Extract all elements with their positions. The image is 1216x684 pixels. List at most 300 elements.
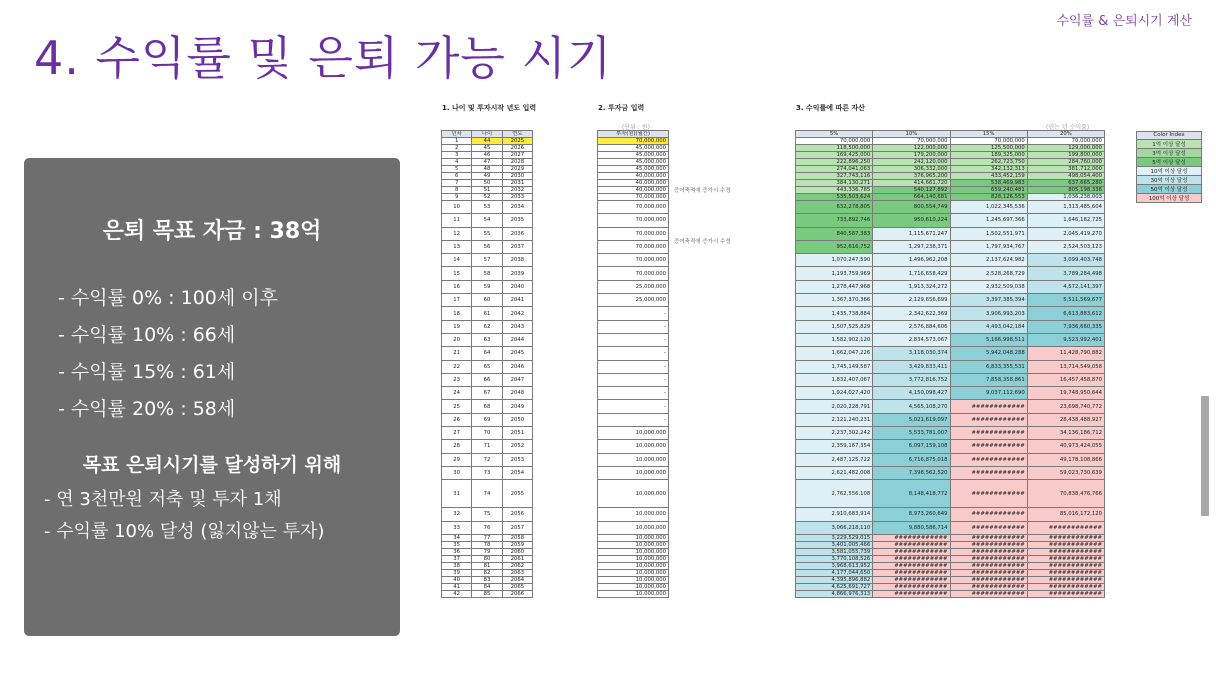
- table-cell: 45,000,000: [598, 145, 669, 152]
- table-cell: ############: [950, 480, 1027, 508]
- table-cell: 6,613,883,612: [1027, 307, 1104, 320]
- table-cell: 2054: [502, 466, 532, 479]
- table-cell: 61: [472, 307, 502, 320]
- table-row: [442, 227, 533, 240]
- table-cell: 2057: [502, 521, 532, 534]
- legend-title: Color Index: [1137, 132, 1202, 140]
- table-row: [598, 440, 669, 453]
- legend-row: [1137, 157, 1202, 166]
- table-cell: 70,000,000: [598, 214, 669, 227]
- table-cell: 1,193,759,969: [796, 267, 873, 280]
- table-cell: 46: [472, 152, 502, 159]
- table-row: [796, 562, 1105, 569]
- table-cell: -: [598, 320, 669, 333]
- table-cell: 4,565,108,270: [873, 400, 950, 413]
- table-cell: 2049: [502, 400, 532, 413]
- table-row: [796, 480, 1105, 508]
- table-cell: 7,858,358,861: [950, 373, 1027, 386]
- table-row: [442, 569, 533, 576]
- table-cell: 38: [442, 562, 472, 569]
- table-row: [598, 194, 669, 201]
- table-cell: 40,000,000: [598, 180, 669, 187]
- table-cell: 2,932,509,038: [950, 280, 1027, 293]
- table-cell: ############: [950, 440, 1027, 453]
- table-cell: 40,000,000: [598, 173, 669, 180]
- table-cell: 64: [472, 347, 502, 360]
- table-cell: 41: [442, 583, 472, 590]
- table-cell: 1,662,047,226: [796, 347, 873, 360]
- table-row: [442, 173, 533, 180]
- asset-growth-table: [795, 130, 1105, 598]
- table-cell: 2045: [502, 347, 532, 360]
- table-row: [442, 280, 533, 293]
- table-cell: 3,397,385,394: [950, 294, 1027, 307]
- table-cell: 13: [442, 240, 472, 253]
- rate-item: - 수익률 15% : 61세: [58, 361, 236, 383]
- table-cell: -: [598, 387, 669, 400]
- table-row: [796, 320, 1105, 333]
- table-row: [796, 400, 1105, 413]
- table-row: [598, 173, 669, 180]
- table-cell: 342,132,313: [950, 166, 1027, 173]
- table-cell: 70,000,000: [598, 254, 669, 267]
- table-row: [598, 555, 669, 562]
- table-cell: 189,325,000: [950, 152, 1027, 159]
- table-cell: 242,120,000: [873, 159, 950, 166]
- table-cell: 7,398,562,520: [873, 466, 950, 479]
- retirement-goal: 은퇴 목표 자금 : 38억: [102, 219, 322, 244]
- table-cell: ############: [873, 548, 950, 555]
- table-cell: 2033: [502, 194, 532, 201]
- table-cell: 6,716,875,018: [873, 453, 950, 466]
- table-cell: 16: [442, 280, 472, 293]
- table-row: [796, 214, 1105, 227]
- table-row: [598, 307, 669, 320]
- table-cell: 659,240,481: [950, 187, 1027, 194]
- table-cell: 443,336,785: [796, 187, 873, 194]
- table-row: [796, 590, 1105, 597]
- table-cell: 34,136,186,712: [1027, 427, 1104, 440]
- table-row: [598, 373, 669, 386]
- table-row: [598, 583, 669, 590]
- table-cell: ############: [873, 555, 950, 562]
- column-header: 20%: [1027, 131, 1104, 138]
- table-cell: 75: [472, 508, 502, 521]
- table-cell: 2027: [502, 152, 532, 159]
- table-cell: 10,000,000: [598, 534, 669, 541]
- legend-item: 100억 이상 달성: [1137, 193, 1202, 202]
- table-cell: 1,502,551,971: [950, 227, 1027, 240]
- table-row: [598, 180, 669, 187]
- table-cell: 33: [442, 521, 472, 534]
- table-cell: 29: [442, 453, 472, 466]
- table-row: [442, 590, 533, 597]
- column-header: 나이: [472, 131, 502, 138]
- table-cell: 23: [442, 373, 472, 386]
- table-cell: 535,503,624: [796, 194, 873, 201]
- legend-item: 50억 이상 달성: [1137, 184, 1202, 193]
- table-cell: 828,126,553: [950, 194, 1027, 201]
- table-row: [442, 427, 533, 440]
- legend-row: [1137, 148, 1202, 157]
- table-row: [598, 166, 669, 173]
- table-cell: 1: [442, 138, 472, 145]
- table-row: [442, 534, 533, 541]
- table-row: [598, 548, 669, 555]
- table-cell: ############: [1027, 541, 1104, 548]
- table-cell: 4: [442, 159, 472, 166]
- table-cell: 55: [472, 227, 502, 240]
- table-cell: 49,178,108,866: [1027, 453, 1104, 466]
- table-cell: 24: [442, 387, 472, 400]
- table-cell: 2: [442, 145, 472, 152]
- table-cell: 2031: [502, 180, 532, 187]
- table-row: [796, 294, 1105, 307]
- table-cell: 21: [442, 347, 472, 360]
- table-cell: ############: [950, 562, 1027, 569]
- table-row: [598, 138, 669, 145]
- table-cell: 70,000,000: [598, 201, 669, 214]
- table-cell: 840,587,383: [796, 227, 873, 240]
- table-cell: ############: [950, 541, 1027, 548]
- table-cell: 70,000,000: [598, 267, 669, 280]
- vertical-scrollbar[interactable]: [1201, 396, 1209, 516]
- table-cell: 3,789,284,498: [1027, 267, 1104, 280]
- table-cell: 4,625,691,727: [796, 583, 873, 590]
- table-row: [598, 201, 669, 214]
- table-row: [598, 508, 669, 521]
- column-header: 년차: [442, 131, 472, 138]
- table-cell: 17: [442, 294, 472, 307]
- table-cell: 10,000,000: [598, 453, 669, 466]
- table-row: [442, 187, 533, 194]
- table-cell: 35: [442, 541, 472, 548]
- table-cell: 85: [472, 590, 502, 597]
- table-cell: 950,610,224: [873, 214, 950, 227]
- table-cell: 2060: [502, 548, 532, 555]
- table-row: [442, 180, 533, 187]
- table-row: [796, 166, 1105, 173]
- table-row: [442, 466, 533, 479]
- table-row: [796, 387, 1105, 400]
- table-cell: 2036: [502, 227, 532, 240]
- table-cell: 2,576,884,606: [873, 320, 950, 333]
- table-row: [796, 194, 1105, 201]
- table-cell: ############: [873, 576, 950, 583]
- table-row: [598, 453, 669, 466]
- table-row: [442, 548, 533, 555]
- table-row: [442, 387, 533, 400]
- table-cell: ############: [1027, 548, 1104, 555]
- table-row: [442, 333, 533, 346]
- table-row: [796, 427, 1105, 440]
- table-cell: 5: [442, 166, 472, 173]
- table-cell: 10,000,000: [598, 562, 669, 569]
- table-cell: 2,834,573,067: [873, 333, 950, 346]
- table-cell: 6,097,159,108: [873, 440, 950, 453]
- table-cell: 376,965,200: [873, 173, 950, 180]
- table-cell: 2,342,622,369: [873, 307, 950, 320]
- table-cell: 3,066,218,110: [796, 521, 873, 534]
- table-cell: -: [598, 360, 669, 373]
- table-cell: 3,770,108,526: [796, 555, 873, 562]
- table-cell: 11,428,790,882: [1027, 347, 1104, 360]
- table-cell: 10,000,000: [598, 590, 669, 597]
- section1-label: 1. 나이 및 투자시작 년도 입력: [442, 104, 537, 112]
- legend-item: 1억 이상 달성: [1137, 139, 1202, 148]
- table-cell: ############: [950, 534, 1027, 541]
- table-cell: 48: [472, 166, 502, 173]
- table-cell: -: [598, 413, 669, 426]
- table-cell: 10,000,000: [598, 569, 669, 576]
- table-cell: 2063: [502, 569, 532, 576]
- table-cell: 31: [442, 480, 472, 508]
- table-cell: 4,177,044,650: [796, 569, 873, 576]
- table-cell: 22: [442, 360, 472, 373]
- table-row: [598, 541, 669, 548]
- table-cell: ############: [1027, 555, 1104, 562]
- table-cell: 9: [442, 194, 472, 201]
- table-cell: 73: [472, 466, 502, 479]
- table-cell: 179,200,000: [873, 152, 950, 159]
- table-row: [442, 145, 533, 152]
- table-cell: 3,581,055,739: [796, 548, 873, 555]
- table-cell: 2,137,624,982: [950, 254, 1027, 267]
- table-cell: 15: [442, 267, 472, 280]
- table-cell: 5,166,998,511: [950, 333, 1027, 346]
- table-cell: -: [598, 373, 669, 386]
- table-row: [796, 280, 1105, 293]
- table-cell: 13,714,549,058: [1027, 360, 1104, 373]
- table-row: [796, 159, 1105, 166]
- table-row: [796, 466, 1105, 479]
- table-cell: 3,772,816,752: [873, 373, 950, 386]
- table-row: [442, 214, 533, 227]
- table-row: [598, 360, 669, 373]
- table-row: [796, 373, 1105, 386]
- table-cell: 47: [472, 159, 502, 166]
- table-cell: 2026: [502, 145, 532, 152]
- table-row: [598, 254, 669, 267]
- table-cell: 3,099,403,748: [1027, 254, 1104, 267]
- legend-item: 5억 이상 달성: [1137, 157, 1202, 166]
- legend-row: [1137, 184, 1202, 193]
- table-cell: 2032: [502, 187, 532, 194]
- table-cell: 70,838,476,766: [1027, 480, 1104, 508]
- summary-panel: [24, 158, 400, 636]
- table-cell: 2047: [502, 373, 532, 386]
- table-cell: 1,313,485,604: [1027, 201, 1104, 214]
- table-cell: 8,148,418,772: [873, 480, 950, 508]
- table-cell: 2059: [502, 541, 532, 548]
- table-cell: 70,000,000: [950, 138, 1027, 145]
- table-cell: 2,045,419,270: [1027, 227, 1104, 240]
- table-cell: 3,906,993,203: [950, 307, 1027, 320]
- table-cell: 2061: [502, 555, 532, 562]
- table-cell: 8,973,260,649: [873, 508, 950, 521]
- table-row: [442, 294, 533, 307]
- table-row: [442, 453, 533, 466]
- table-cell: 2,121,240,231: [796, 413, 873, 426]
- table-cell: 10,000,000: [598, 555, 669, 562]
- table-cell: 952,616,752: [796, 240, 873, 253]
- section3-label: 3. 수익률에 따른 자산: [796, 104, 865, 112]
- table-row: [598, 466, 669, 479]
- table-cell: 2041: [502, 294, 532, 307]
- table-cell: 1,245,697,366: [950, 214, 1027, 227]
- table-row: [442, 555, 533, 562]
- table-cell: 69: [472, 413, 502, 426]
- legend-row: [1137, 166, 1202, 175]
- table-cell: 16,457,458,870: [1027, 373, 1104, 386]
- table-cell: 70,000,000: [598, 194, 669, 201]
- table-cell: 2050: [502, 413, 532, 426]
- table-row: [796, 173, 1105, 180]
- table-cell: 9,880,586,714: [873, 521, 950, 534]
- table-row: [796, 413, 1105, 426]
- table-cell: ############: [950, 576, 1027, 583]
- table-cell: 1,036,238,003: [1027, 194, 1104, 201]
- table-row: [598, 267, 669, 280]
- investment-table: [597, 130, 669, 598]
- table-row: [598, 280, 669, 293]
- legend-row: [1137, 139, 1202, 148]
- table-cell: 1,582,902,120: [796, 333, 873, 346]
- table-cell: 18: [442, 307, 472, 320]
- table-cell: 10,000,000: [598, 508, 669, 521]
- table-cell: 2,524,503,123: [1027, 240, 1104, 253]
- table-row: [796, 347, 1105, 360]
- table-cell: 1,507,525,829: [796, 320, 873, 333]
- table-cell: 51: [472, 187, 502, 194]
- table-row: [598, 152, 669, 159]
- table-row: [796, 152, 1105, 159]
- table-cell: 2,129,656,699: [873, 294, 950, 307]
- table-cell: 28: [442, 440, 472, 453]
- table-cell: 74: [472, 480, 502, 508]
- table-cell: 10,000,000: [598, 521, 669, 534]
- table-cell: 1,646,182,725: [1027, 214, 1104, 227]
- table-row: [442, 194, 533, 201]
- table-cell: ############: [950, 548, 1027, 555]
- table-cell: 433,452,159: [950, 173, 1027, 180]
- table-cell: 4,493,042,184: [950, 320, 1027, 333]
- table-cell: 1,115,671,247: [873, 227, 950, 240]
- table-cell: 2035: [502, 214, 532, 227]
- table-row: [442, 373, 533, 386]
- table-cell: 42: [442, 590, 472, 597]
- table-cell: 2025: [502, 138, 532, 145]
- table-cell: 2,621,482,008: [796, 466, 873, 479]
- table-cell: ############: [1027, 534, 1104, 541]
- table-cell: 2048: [502, 387, 532, 400]
- table-cell: 1,070,247,590: [796, 254, 873, 267]
- table-row: [442, 152, 533, 159]
- table-cell: 2051: [502, 427, 532, 440]
- table-cell: 36: [442, 548, 472, 555]
- table-cell: ############: [950, 400, 1027, 413]
- table-row: [796, 145, 1105, 152]
- table-cell: 2,528,268,729: [950, 267, 1027, 280]
- table-cell: 25,000,000: [598, 280, 669, 293]
- table-cell: 4,572,141,397: [1027, 280, 1104, 293]
- table-cell: 381,712,000: [1027, 166, 1104, 173]
- table-cell: 26: [442, 413, 472, 426]
- table-row: [598, 145, 669, 152]
- table-cell: 2064: [502, 576, 532, 583]
- table-cell: 59,023,730,639: [1027, 466, 1104, 479]
- table-cell: 70: [472, 427, 502, 440]
- table-cell: 10,000,000: [598, 480, 669, 508]
- table-cell: 2055: [502, 480, 532, 508]
- table-cell: 63: [472, 333, 502, 346]
- table-cell: ############: [950, 569, 1027, 576]
- table-cell: 5,511,569,677: [1027, 294, 1104, 307]
- table-row: [796, 360, 1105, 373]
- section3-unit: (연는 년 수익률): [1046, 124, 1090, 131]
- table-cell: ############: [950, 521, 1027, 534]
- table-cell: 8: [442, 187, 472, 194]
- table-cell: 10,000,000: [598, 548, 669, 555]
- table-row: [442, 267, 533, 280]
- rate-item: - 수익률 0% : 100세 이후: [58, 287, 278, 309]
- table-row: [796, 254, 1105, 267]
- column-header: 5%: [796, 131, 873, 138]
- table-cell: 32: [442, 508, 472, 521]
- table-row: [796, 333, 1105, 346]
- table-cell: 57: [472, 254, 502, 267]
- table-cell: 78: [472, 541, 502, 548]
- table-cell: 262,723,750: [950, 159, 1027, 166]
- table-cell: 10,000,000: [598, 440, 669, 453]
- table-cell: 540,127,892: [873, 187, 950, 194]
- table-cell: 27: [442, 427, 472, 440]
- table-cell: 733,892,746: [796, 214, 873, 227]
- table-row: [796, 201, 1105, 214]
- table-row: [598, 569, 669, 576]
- table-row: [598, 187, 669, 194]
- table-cell: ############: [873, 590, 950, 597]
- table-row: [442, 166, 533, 173]
- age-year-table: [441, 130, 533, 598]
- table-cell: 2043: [502, 320, 532, 333]
- table-cell: 2040: [502, 280, 532, 293]
- table-cell: 1,797,934,767: [950, 240, 1027, 253]
- table-cell: 2,762,556,108: [796, 480, 873, 508]
- table-cell: ############: [873, 569, 950, 576]
- table-cell: 67: [472, 387, 502, 400]
- table-row: [598, 400, 669, 413]
- table-cell: 28,438,488,927: [1027, 413, 1104, 426]
- table-cell: 2,359,167,354: [796, 440, 873, 453]
- table-cell: 12: [442, 227, 472, 240]
- table-row: [598, 294, 669, 307]
- table-cell: 2058: [502, 534, 532, 541]
- table-cell: 14: [442, 254, 472, 267]
- table-cell: 5,021,619,097: [873, 413, 950, 426]
- table-row: [796, 138, 1105, 145]
- table-cell: 23,698,740,772: [1027, 400, 1104, 413]
- table-row: [598, 320, 669, 333]
- column-header: 15%: [950, 131, 1027, 138]
- table-cell: 10: [442, 201, 472, 214]
- table-cell: 3,401,005,466: [796, 541, 873, 548]
- table-row: [598, 562, 669, 569]
- section2-label: 2. 투자금 입력: [598, 104, 645, 112]
- table-row: [796, 440, 1105, 453]
- table-cell: 25,000,000: [598, 294, 669, 307]
- table-cell: 70,000,000: [598, 138, 669, 145]
